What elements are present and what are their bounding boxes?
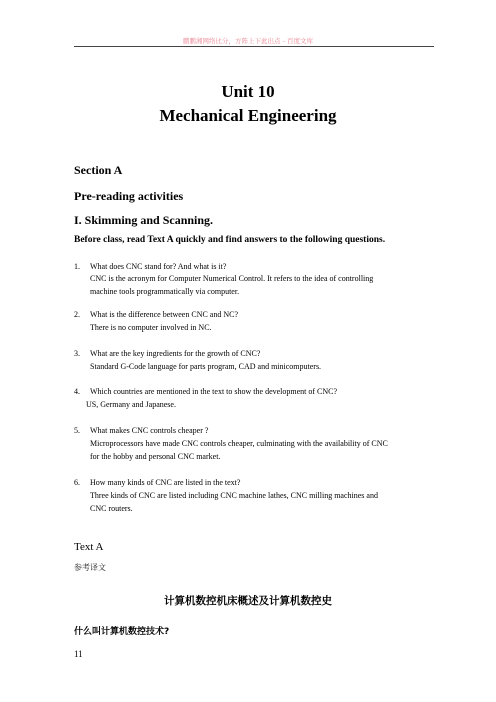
answer-3: Standard G-Code language for parts program, CAD and minicomputers.: [90, 362, 322, 371]
instructions: Before class, read Text A quickly and find answers to the following questions.: [74, 235, 386, 245]
page-number: 11: [74, 649, 83, 659]
answer-5-line-1: Microprocessors have made CNC controls cheaper, culminating with the availability of CNC: [90, 439, 388, 448]
prereading-heading: Pre-reading activities: [74, 189, 184, 203]
question-text: What does CNC stand for? And what is it?: [90, 262, 227, 271]
section-heading: Section A: [74, 163, 123, 177]
answer-6-line-2: CNC routers.: [90, 504, 133, 513]
question-text: How many kinds of CNC are listed in the text?: [90, 478, 241, 487]
question-number: 4.: [74, 387, 80, 396]
answer-1-line-1: CNC is the acronym for Computer Numerical Control. It refers to the idea of controlling: [90, 274, 374, 283]
subject-title: Mechanical Engineering: [159, 106, 337, 125]
question-number: 6.: [74, 478, 80, 487]
text-a-heading: Text A: [74, 541, 104, 553]
unit-title: Unit 10: [221, 82, 275, 101]
reference-translation-label: 参考译文: [74, 563, 106, 572]
chinese-subtitle: 什么叫计算机数控技术?: [74, 627, 170, 637]
question-1: [74, 261, 424, 274]
question-text: What are the key ingredients for the growth of CNC?: [90, 349, 261, 358]
question-number: 2.: [74, 310, 80, 319]
answer-6-line-1: Three kinds of CNC are listed including CNC machine lathes, CNC milling machines and: [90, 491, 378, 500]
question-text: What makes CNC controls cheaper ?: [90, 426, 209, 435]
header-rule: [74, 46, 434, 47]
answer-4: US, Germany and Japanese.: [86, 400, 176, 409]
question-text: Which countries are mentioned in the text to show the development of CNC?: [90, 387, 338, 396]
question-3: [74, 348, 424, 361]
question-number: 5.: [74, 426, 80, 435]
question-number: 1.: [74, 262, 80, 271]
answer-5-line-2: for the hobby and personal CNC market.: [90, 452, 221, 461]
answer-1-line-2: machine tools programmatically via computer.: [90, 287, 240, 296]
question-number: 3.: [74, 349, 80, 358]
question-4: [74, 386, 424, 399]
header-note: 鹏鹏湘网络比分，方阵上下此出点 - 百度文库: [183, 37, 313, 45]
answer-2: There is no computer involved in NC.: [90, 323, 212, 332]
question-5: [74, 425, 424, 438]
question-2: [74, 309, 424, 322]
question-text: What is the difference between CNC and NC?: [90, 310, 239, 319]
chinese-title: 计算机数控机床概述及计算机数控史: [164, 595, 332, 607]
question-6: [74, 477, 424, 490]
part-heading: I. Skimming and Scanning.: [74, 213, 214, 227]
